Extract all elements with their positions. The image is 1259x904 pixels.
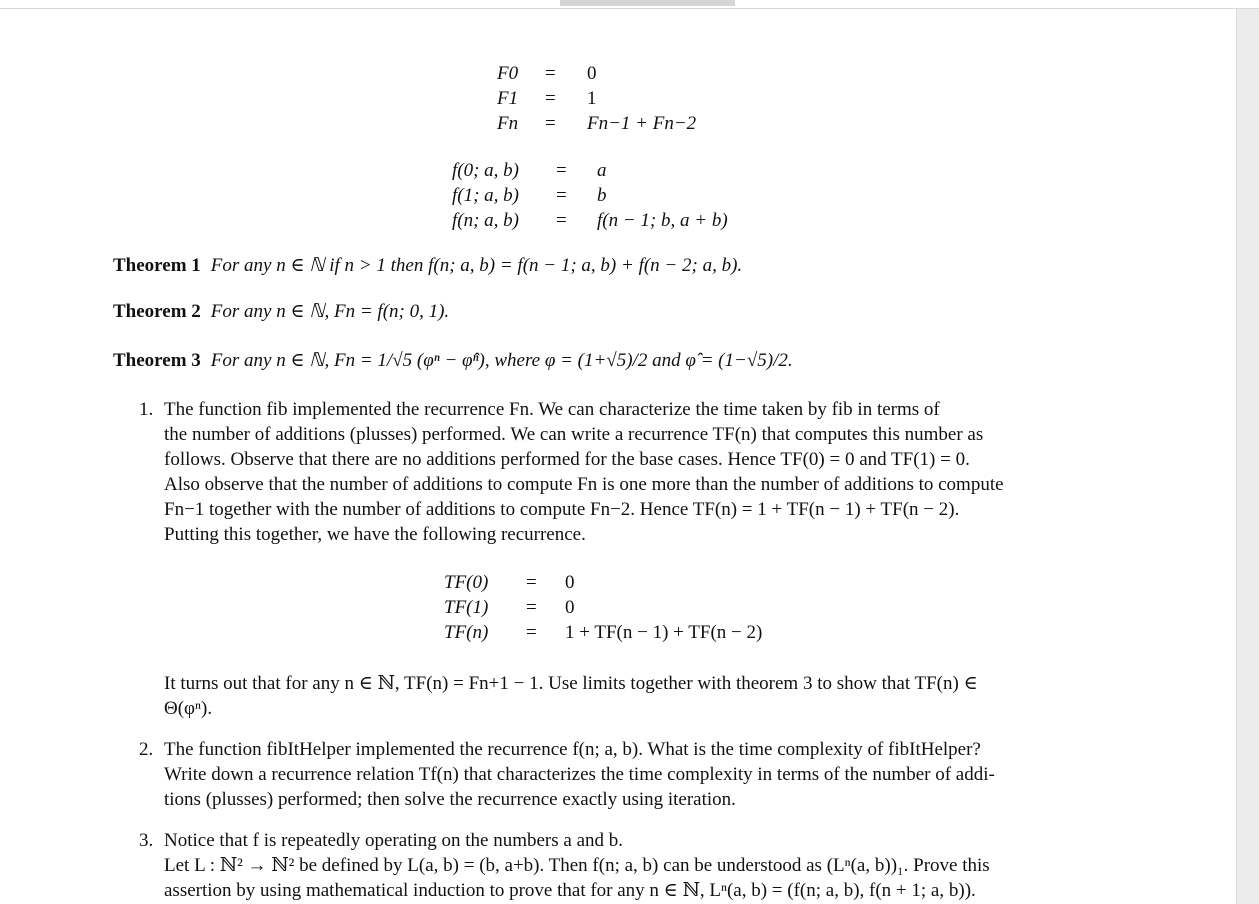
eq-rel: = [545, 113, 556, 134]
item-number: 1. [139, 399, 154, 420]
eq-rhs: Fn−1 + Fn−2 [587, 113, 697, 134]
item-body [164, 828, 1089, 903]
eq-lhs: Fn [497, 113, 519, 134]
eq-rel: = [556, 210, 567, 231]
horizontal-scroll-thumb[interactable] [560, 0, 735, 6]
item-line: follows. Observe that there are no additions performed for the base cases. Hence TF(0) = 0 and TF(1) = 0. [164, 449, 970, 470]
eq-rel: = [545, 88, 556, 109]
eq-lhs: f(0; a, b) [452, 160, 520, 181]
item-number: 3. [139, 830, 154, 851]
item-line: assertion by using mathematical induction to prove that for any n ∈ ℕ, Lⁿ(a, b) = (f(n; a, b), f(n + 1; a, b)). [164, 880, 976, 901]
eq-lhs: TF(n) [444, 622, 489, 643]
eq-lhs: F0 [497, 63, 519, 84]
item-line: tions (plusses) performed; then solve the recurrence exactly using iteration. [164, 789, 736, 810]
eq-rhs: 0 [587, 63, 597, 84]
item-line: Notice that f is repeatedly operating on the numbers a and b. [164, 830, 624, 851]
item-line: Fn−1 together with the number of additions to compute Fn−2. Hence TF(n) = 1 + TF(n − 1) + TF(n − 2). [164, 499, 960, 520]
eq-rel: = [556, 185, 567, 206]
eq-rhs: f(n − 1; b, a + b) [597, 210, 728, 231]
eq-lhs: f(n; a, b) [452, 210, 520, 231]
eq-lhs: TF(0) [444, 572, 489, 593]
document-page [0, 9, 1236, 904]
eq-lhs: TF(1) [444, 597, 489, 618]
item-line: Putting this together, we have the following recurrence. [164, 524, 586, 545]
vertical-scrollbar[interactable] [1236, 9, 1259, 904]
theorem-text: For any n ∈ ℕ if n > 1 then f(n; a, b) = f(n − 1; a, b) + f(n − 2; a, b). [210, 255, 743, 276]
eq-rel: = [526, 597, 537, 618]
item-line: It turns out that for any n ∈ ℕ, TF(n) = Fn+1 − 1. Use limits together with theorem 3 to show that TF(n) ∈ [164, 673, 978, 694]
eq-rhs: 1 + TF(n − 1) + TF(n − 2) [565, 622, 763, 643]
eq-rhs: 0 [565, 597, 575, 618]
item-body [164, 737, 1089, 812]
eq-rhs: 1 [587, 88, 597, 109]
item-body [164, 397, 1089, 547]
eq-lhs: F1 [497, 88, 519, 109]
eq-rhs: 0 [565, 572, 575, 593]
item-body [164, 671, 1089, 721]
theorem-label: Theorem 3 [113, 350, 201, 371]
item-line: Also observe that the number of additions to compute Fn is one more than the number of additions to compute [164, 474, 1004, 495]
item-line: Write down a recurrence relation Tf(n) that characterizes the time complexity in terms of the number of addi- [164, 764, 995, 785]
theorem-label: Theorem 2 [113, 301, 201, 322]
eq-rel: = [545, 63, 556, 84]
eq-rel: = [526, 622, 537, 643]
eq-rel: = [556, 160, 567, 181]
item-number: 2. [139, 739, 154, 760]
eq-lhs: f(1; a, b) [452, 185, 520, 206]
item-line: The function fibItHelper implemented the recurrence f(n; a, b). What is the time complexity of fibItHelper? [164, 739, 981, 760]
eq-rhs: b [597, 185, 607, 206]
item-line: the number of additions (plusses) performed. We can write a recurrence TF(n) that computes this number as [164, 424, 984, 445]
theorem-text: For any n ∈ ℕ, Fn = f(n; 0, 1). [210, 301, 450, 322]
theorem-2 [113, 300, 449, 324]
item-line: Θ(φⁿ). [164, 698, 213, 719]
theorem-1 [113, 254, 742, 278]
top-toolbar [0, 0, 1259, 9]
item-line: Let L : ℕ² → ℕ² be defined by L(a, b) = (b, a+b). Then f(n; a, b) can be understood as (Lⁿ(a, b))₁. Prove this [164, 855, 990, 876]
eq-rel: = [526, 572, 537, 593]
eq-rhs: a [597, 160, 607, 181]
item-line: The function fib implemented the recurrence Fn. We can characterize the time taken by fib in terms of [164, 399, 940, 420]
theorem-label: Theorem 1 [113, 255, 201, 276]
theorem-3 [113, 349, 793, 373]
theorem-text: For any n ∈ ℕ, Fn = 1/√5 (φⁿ − φ̂ⁿ), where φ = (1+√5)/2 and φ̂ = (1−√5)/2. [210, 350, 793, 371]
